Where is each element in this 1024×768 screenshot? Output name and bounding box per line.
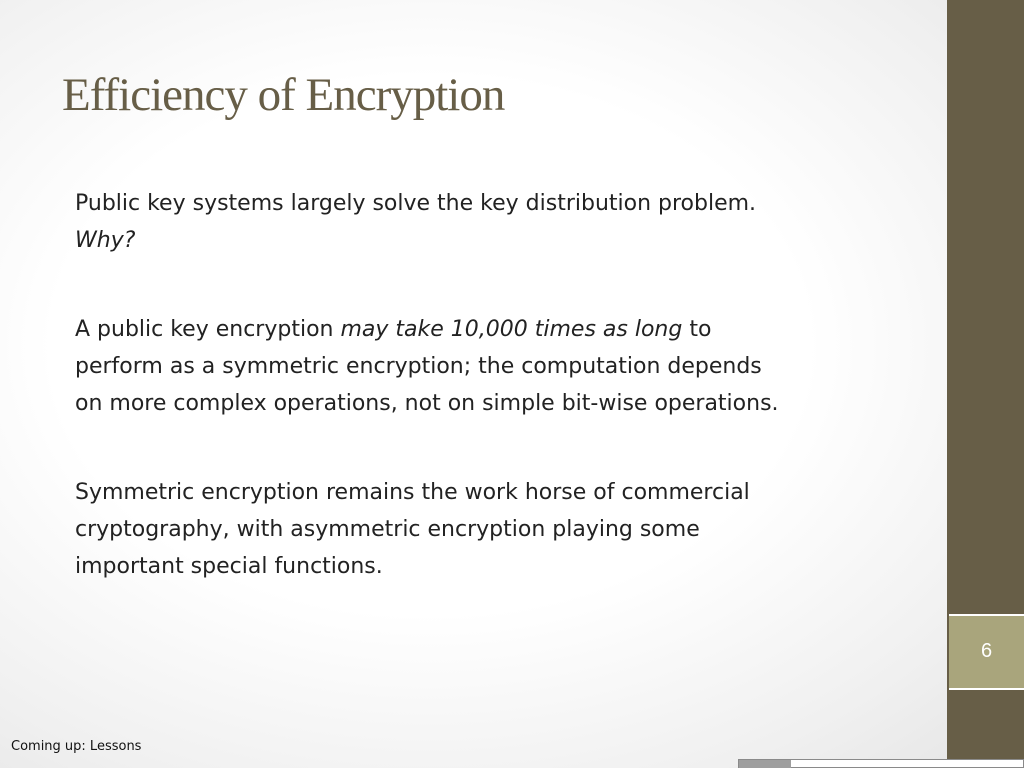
slide-body	[75, 185, 935, 585]
coming-up-label: Coming up: Lessons	[11, 739, 142, 754]
body-paragraph-1: Public key systems largely solve the key distribution problem.	[75, 191, 757, 216]
p3-emphasis: may take 10,000 times as long	[340, 317, 683, 342]
slide-navigation-bar[interactable]	[738, 759, 1024, 768]
body-paragraph-2	[75, 222, 935, 259]
slide-title: Efficiency of Encryption	[62, 69, 505, 121]
p3-before: A public key encryption	[75, 317, 341, 342]
slide-number-box	[949, 614, 1024, 690]
p3-after: to	[682, 317, 712, 342]
why-question: Why?	[75, 228, 136, 253]
body-paragraph-3-line-2: perform as a symmetric encryption; the computation depends	[75, 354, 762, 379]
navigation-thumb[interactable]	[739, 760, 791, 768]
body-paragraph-4-line-2: cryptography, with asymmetric encryption playing some	[75, 517, 700, 542]
slide-number: 6	[980, 640, 993, 662]
body-paragraph-4-line-3: important special functions.	[75, 554, 383, 579]
body-paragraph-3-line-1	[75, 311, 935, 348]
body-paragraph-4-line-1: Symmetric encryption remains the work horse of commercial	[75, 480, 750, 505]
body-paragraph-3-line-3: on more complex operations, not on simple bit-wise operations.	[75, 391, 779, 416]
